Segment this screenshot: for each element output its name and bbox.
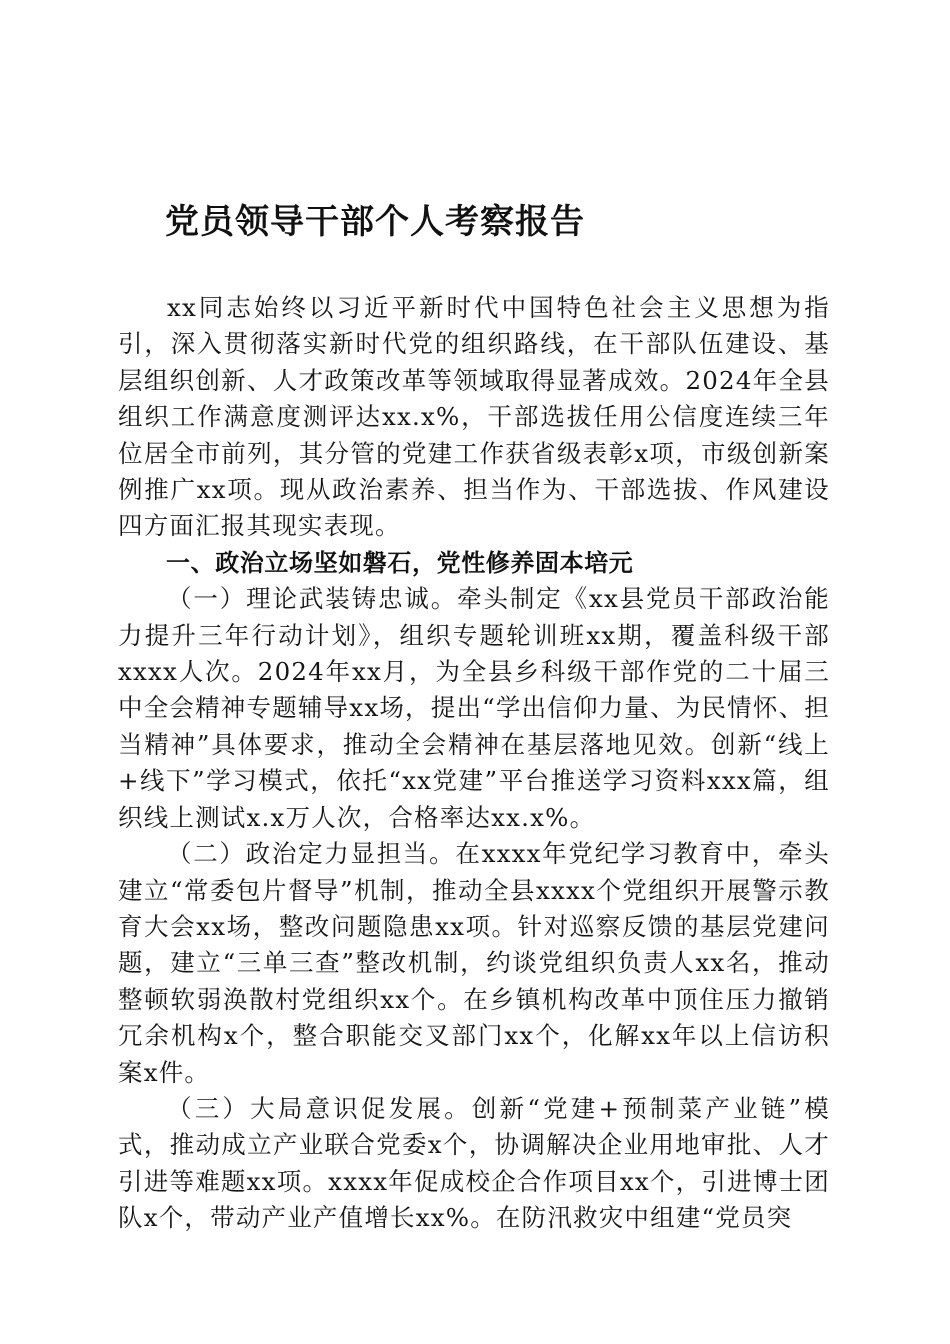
intro-paragraph: xx同志始终以习近平新时代中国特色社会主义思想为指引，深入贯彻落实新时代党的组织路线，在干部队伍建设、基层组织创新、人才政策改革等领域取得显著成效。2024年全县组织工作满意度测评达xx.x%，干部选拔任用公信度连续三年位居全市前列，其分管的党建工作获省级表彰x项，市级创新案例推广xx项。现从政治素养、担当作为、干部选拔、作风建设四方面汇报其现实表现。 [118,293,830,541]
paragraph-overall: （三）大局意识促发展。创新“党建+预制菜产业链”模式，推动成立产业联合党委x个，协调解决企业用地审批、人才引进等难题xx项。xxxx年促成校企合作项目xx个，引进博士团队x个，带动产业产值增长xx%。在防汛救灾中组建“党员突 [118,1093,830,1233]
paragraph-theory: （一）理论武装铸忠诚。牵头制定《xx县党员干部政治能力提升三年行动计划》，组织专题轮训班xx期，覆盖科级干部xxxx人次。2024年xx月，为全县乡科级干部作党的二十届三中全会精神专题辅导xx场，提出“学出信仰力量、为民情怀、担当精神”具体要求，推动全会精神在基层落地见效。创新“线上+线下”学习模式，依托“xx党建”平台推送学习资料xxx篇，组织线上测试x.x万人次，合格率达xx.x%。 [118,584,830,832]
document-body [118,290,830,1237]
section-heading: 一、政治立场坚如磐石，党性修养固本培元 [166,548,634,577]
document-title: 党员领导干部个人考察报告 [165,202,585,242]
paragraph-political: （二）政治定力显担当。在xxxx年党纪学习教育中，牵头建立“常委包片督导”机制，推动全县xxxx个党组织开展警示教育大会xx场，整改问题隐患xx项。针对巡察反馈的基层党建问题，建立“三单三查”整改机制，约谈党组织负责人xx名，推动整顿软弱涣散村党组织xx个。在乡镇机构改革中顶住压力撤销冗余机构x个，整合职能交叉部门xx个，化解xx年以上信访积案x件。 [118,839,830,1087]
